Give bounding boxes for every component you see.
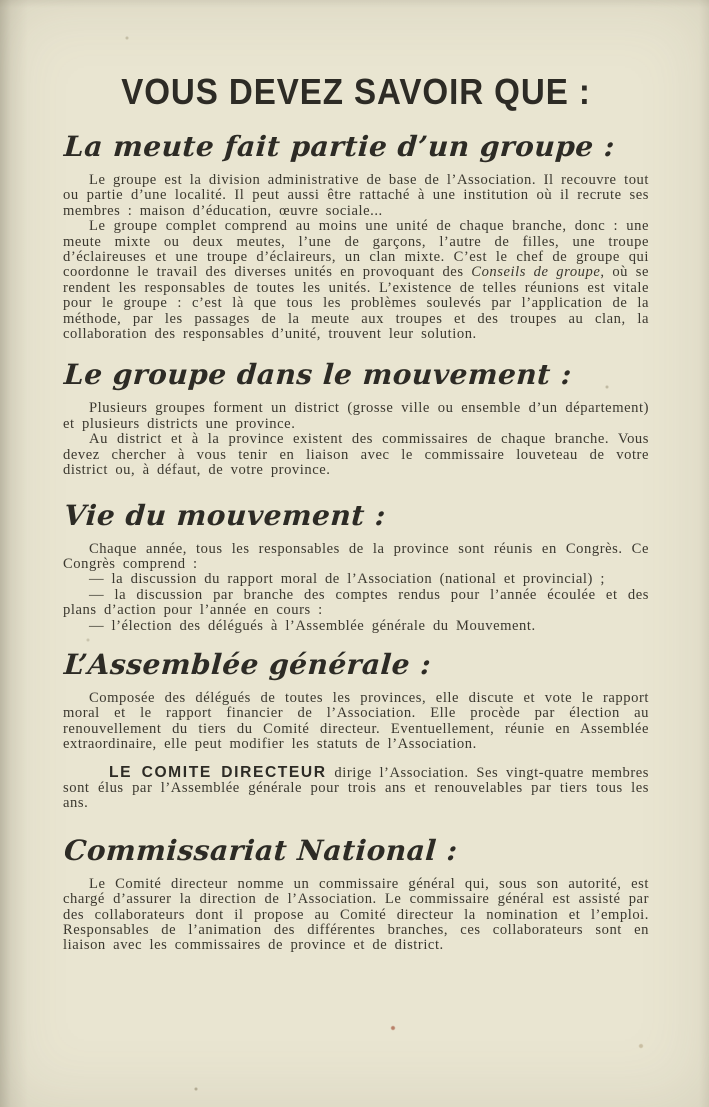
paragraph-text: , où se rendent les responsables de toutes les unités. L’existence de telles réunions est vitale pour le groupe : c’est là que tous les problèmes soulevés par l’application de la méthode, par les passages de la meute aux troupes et des troupes au clan, la collaboration des responsables d’unité, trouvent leur solution. <box>63 264 649 343</box>
list-item: — la discussion par branche des comptes rendus pour l’année écoulée et des plans d’action pour l’année en cours : <box>63 586 649 619</box>
page-title: VOUS DEVEZ SAVOIR QUE : <box>121 71 591 112</box>
list-item: — la discussion du rapport moral de l’Association (national et provincial) ; <box>89 571 605 588</box>
page-content <box>63 72 649 954</box>
list-item: — l’élection des délégués à l’Assemblée générale du Mouvement. <box>89 617 536 634</box>
bold-lead-text: LE COMITE DIRECTEUR <box>109 763 327 781</box>
section-heading: Vie du mouvement : <box>63 498 388 532</box>
paragraph-text: dirige l’Association. Ses vingt-quatre membres sont élus par l’Assemblée générale pour trois ans et renouvelables par tiers tous les ans. <box>63 764 649 812</box>
section-la-meute-fait-partie-dun-groupe <box>63 130 649 342</box>
section-commissariat-national <box>63 834 649 954</box>
section-le-groupe-dans-le-mouvement <box>63 358 649 478</box>
section-vie-du-mouvement <box>63 499 649 634</box>
paragraph: Au district et à la province existent des commissaires de chaque branche. Vous devez chercher à vous tenir en liaison avec le commissaire louveteau de votre district ou, à défaut, de votre province. <box>63 431 649 479</box>
paragraph <box>63 219 649 342</box>
section-heading: Le groupe dans le mouvement : <box>63 358 573 392</box>
section-heading: La meute fait partie d’un groupe : <box>63 130 617 163</box>
paragraph: Chaque année, tous les responsables de la province sont réunis en Congrès. Ce Congrès comprend : <box>63 540 649 572</box>
paragraph: Le groupe est la division administrative de base de l’Association. Il recouvre tout ou partie d’une localité. Il peut aussi être rattaché à une institution où il recrute ses membres : maison d’éducation, œuvre sociale... <box>63 172 649 219</box>
paragraph-text: Le groupe complet comprend au moins une unité de chaque branche, donc : une meute mixte ou deux meutes, l’une de garçons, l’autre de filles, une troupe d’éclaireuses et une troupe d’éclaireurs, un clan mixte. C’est le chef de groupe qui coordonne le travail des diverses unités en provoquant des <box>63 218 649 281</box>
italic-phrase: Conseils de groupe <box>471 264 601 281</box>
section-heading: Commissariat National : <box>63 833 459 867</box>
section-assemblee-generale <box>63 648 649 812</box>
section-heading: L’Assemblée générale : <box>63 647 433 681</box>
paragraph: Le Comité directeur nomme un commissaire général qui, sous son autorité, est chargé d’assurer la direction de l’Association. Le commissaire général est assisté par des collaborateurs dont il propose au Comité directeur la nomination et l’emploi. Responsables de l’animation des différentes branches, ces collaborateurs sont en liaison avec les commissaires de province et de district. <box>63 875 649 954</box>
paragraph-comite-directeur <box>63 765 649 812</box>
paragraph: Plusieurs groupes forment un district (grosse ville ou ensemble d’un département) et plusieurs districts une province. <box>63 400 649 432</box>
paragraph: Composée des délégués de toutes les provinces, elle discute et vote le rapport moral et le rapport financier de l’Association. Elle procède par élection au renouvellement du tiers du Comité directeur. Eventuellement, réunie en Assemblée extraordinaire, elle peut modifier les statuts de l’Association. <box>63 689 649 753</box>
